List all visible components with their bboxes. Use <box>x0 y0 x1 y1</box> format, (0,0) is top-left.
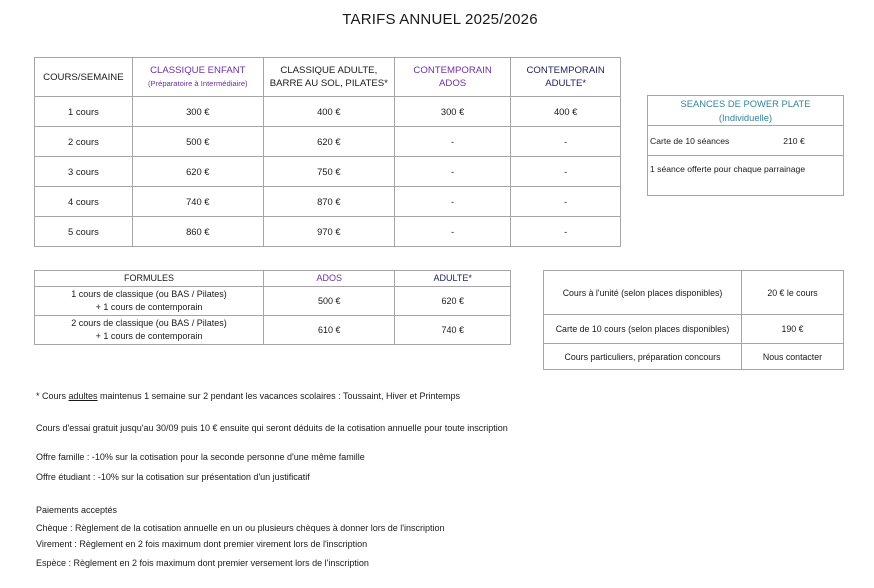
table-row <box>544 271 844 315</box>
table-row <box>35 157 621 187</box>
page-title: TARIFS ANNUEL 2025/2026 <box>342 11 538 28</box>
note-trial: Cours d'essai gratuit jusqu'au 30/09 puis 10 € ensuite qui seront déduits de la cotisation annuelle pour toute inscription <box>36 423 508 433</box>
price-cell: 610 € <box>264 316 395 345</box>
table-row <box>35 287 511 316</box>
row-label: 4 cours <box>35 187 133 217</box>
unit-courses-table <box>543 270 844 370</box>
note-adult-courses <box>36 391 460 401</box>
header-contemporain-adulte-line1: CONTEMPORAIN <box>526 65 605 76</box>
price-cell: 300 € <box>132 97 263 127</box>
header-classique-adulte-line2: BARRE AU SOL, PILATES* <box>269 78 388 89</box>
formule-line1: 1 cours de classique (ou BAS / Pilates) <box>71 289 227 299</box>
price-cell: - <box>394 127 511 157</box>
price-cell: 860 € <box>132 217 263 247</box>
price-cell: 870 € <box>263 187 394 217</box>
price-cell: 740 € <box>395 316 511 345</box>
formules-header-label: FORMULES <box>35 271 264 287</box>
power-plate-header-row <box>648 96 844 126</box>
payment-virement: Virement : Règlement en 2 fois maximum dont premier virement lors de l'inscription <box>36 539 368 549</box>
power-plate-card-row <box>648 126 844 156</box>
table-row <box>35 127 621 157</box>
formule-line2: + 1 cours de contemporain <box>95 331 203 341</box>
header-classique-enfant-label: CLASSIQUE ENFANT <box>150 65 246 76</box>
note-adult-post: maintenus 1 semaine sur 2 pendant les vacances scolaires : Toussaint, Hiver et Printemps <box>97 391 461 401</box>
power-plate-subtitle: (Individuelle) <box>718 111 773 123</box>
header-classique-enfant <box>132 58 263 97</box>
formules-table <box>34 270 511 345</box>
price-cell: 620 € <box>395 287 511 316</box>
table-row <box>35 316 511 345</box>
header-contemporain-ados-line2: ADOS <box>439 78 467 89</box>
header-contemporain-ados-line1: CONTEMPORAIN <box>413 65 492 76</box>
tariff-header-row <box>35 58 621 97</box>
price-cell: 400 € <box>511 97 621 127</box>
header-classique-adulte-line1: CLASSIQUE ADULTE, <box>280 65 378 76</box>
header-contemporain-ados <box>394 58 511 97</box>
price-cell: - <box>511 157 621 187</box>
tariff-table <box>34 57 621 247</box>
unit-label: Carte de 10 cours (selon places disponibles) <box>544 315 742 344</box>
formule-line1: 2 cours de classique (ou BAS / Pilates) <box>71 318 227 328</box>
power-plate-header <box>648 96 844 126</box>
note-family: Offre famille : -10% sur la cotisation pour la seconde personne d'une même famille <box>36 452 365 462</box>
power-plate-card-label: Carte de 10 séances <box>648 126 746 156</box>
row-label: 2 cours <box>35 127 133 157</box>
price-cell: 740 € <box>132 187 263 217</box>
power-plate-offer-row <box>648 156 844 196</box>
price-cell: - <box>394 157 511 187</box>
table-row <box>35 217 621 247</box>
formule-description <box>35 316 264 345</box>
power-plate-card-price: 210 € <box>745 126 844 156</box>
power-plate-table <box>647 95 844 196</box>
price-cell: 500 € <box>264 287 395 316</box>
unit-label: Cours particuliers, préparation concours <box>544 344 742 370</box>
unit-price: 190 € <box>742 315 844 344</box>
header-cours-semaine: COURS/SEMAINE <box>35 58 133 97</box>
row-label: 5 cours <box>35 217 133 247</box>
price-cell: - <box>394 187 511 217</box>
formules-header-adulte: ADULTE* <box>395 271 511 287</box>
header-classique-enfant-sub: (Préparatoire à Intermédiaire) <box>147 79 248 88</box>
price-cell: 300 € <box>394 97 511 127</box>
price-cell: 620 € <box>132 157 263 187</box>
table-row <box>35 187 621 217</box>
power-plate-offer: 1 séance offerte pour chaque parrainage <box>648 156 844 196</box>
payments-title: Paiements acceptés <box>36 505 118 515</box>
price-cell: - <box>511 187 621 217</box>
price-cell: - <box>511 127 621 157</box>
table-row <box>544 315 844 344</box>
header-classique-adulte <box>263 58 394 97</box>
price-cell: 400 € <box>263 97 394 127</box>
table-row <box>35 97 621 127</box>
note-adult-pre: * Cours <box>36 391 69 401</box>
payment-cheque: Chèque : Règlement de la cotisation annuelle en un ou plusieurs chèques à donner lors de l'inscription <box>36 523 445 533</box>
price-cell: 750 € <box>263 157 394 187</box>
row-label: 1 cours <box>35 97 133 127</box>
formule-line2: + 1 cours de contemporain <box>95 302 203 312</box>
note-student: Offre étudiant : -10% sur la cotisation sur présentation d'un justificatif <box>36 472 310 482</box>
header-contemporain-adulte-line2: ADULTE* <box>545 78 587 89</box>
table-row <box>544 344 844 370</box>
power-plate-title: SEANCES DE POWER PLATE <box>680 97 811 109</box>
formules-header-row <box>35 271 511 287</box>
unit-price: 20 € le cours <box>742 271 844 315</box>
header-contemporain-adulte <box>511 58 621 97</box>
price-cell: 500 € <box>132 127 263 157</box>
price-cell: 970 € <box>263 217 394 247</box>
note-adult-word: adultes <box>68 391 98 401</box>
price-cell: - <box>511 217 621 247</box>
row-label: 3 cours <box>35 157 133 187</box>
unit-label: Cours à l'unité (selon places disponibles) <box>544 271 742 315</box>
unit-price: Nous contacter <box>742 344 844 370</box>
price-cell: - <box>394 217 511 247</box>
formules-header-ados: ADOS <box>264 271 395 287</box>
price-cell: 620 € <box>263 127 394 157</box>
formule-description <box>35 287 264 316</box>
payment-espece: Espèce : Règlement en 2 fois maximum dont premier versement lors de l'inscription <box>36 558 369 568</box>
